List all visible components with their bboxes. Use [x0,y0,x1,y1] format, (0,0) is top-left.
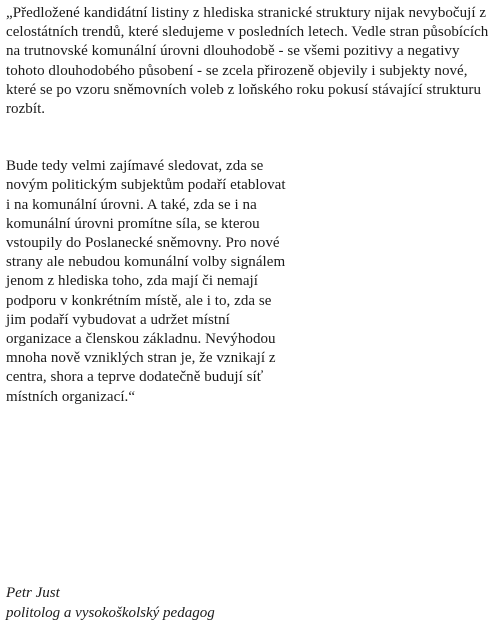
article-body [6,4,494,407]
quote-paragraph-2: Bude tedy velmi zajímavé sledovat, zda se novým politickým subjektům podaří etablovat i na komunální úrovni. A také, zda se i na komunální úrovni promítne síla, se kterou vstoupily do Poslanecké sněmovny. Pro nové strany ale nebudou komunální volby signálem jenom z hlediska toho, zda mají či nemají podporu v konkrétním místě, ale i to, zda se jim podaří vybudovat a udržet místní organizace a členskou základnu. Nevýhodou mnoha nově vzniklých stran je, že vznikají z centra, shora a teprve dodatečně budují síť místních organizací.“ [6,158,286,405]
author-title: politolog a vysokoškolský pedagog [6,604,215,621]
quote-paragraph-1: „Předložené kandidátní listiny z hlediska stranické struktury nijak nevybočují z celostátních trendů, které sledujeme v posledních letech. Vedle stran působících na trutnovské komunální úrovni dlouhodobě - se všemi pozitivy a negativy tohoto dlouhodobého působení - se zcela přirozeně objevily i subjekty nové, které se po vzoru sněmovních voleb z loňského roku pokusí stávající strukturu rozbít. [6,5,489,118]
author-signature [6,584,215,623]
author-name: Petr Just [6,585,60,601]
